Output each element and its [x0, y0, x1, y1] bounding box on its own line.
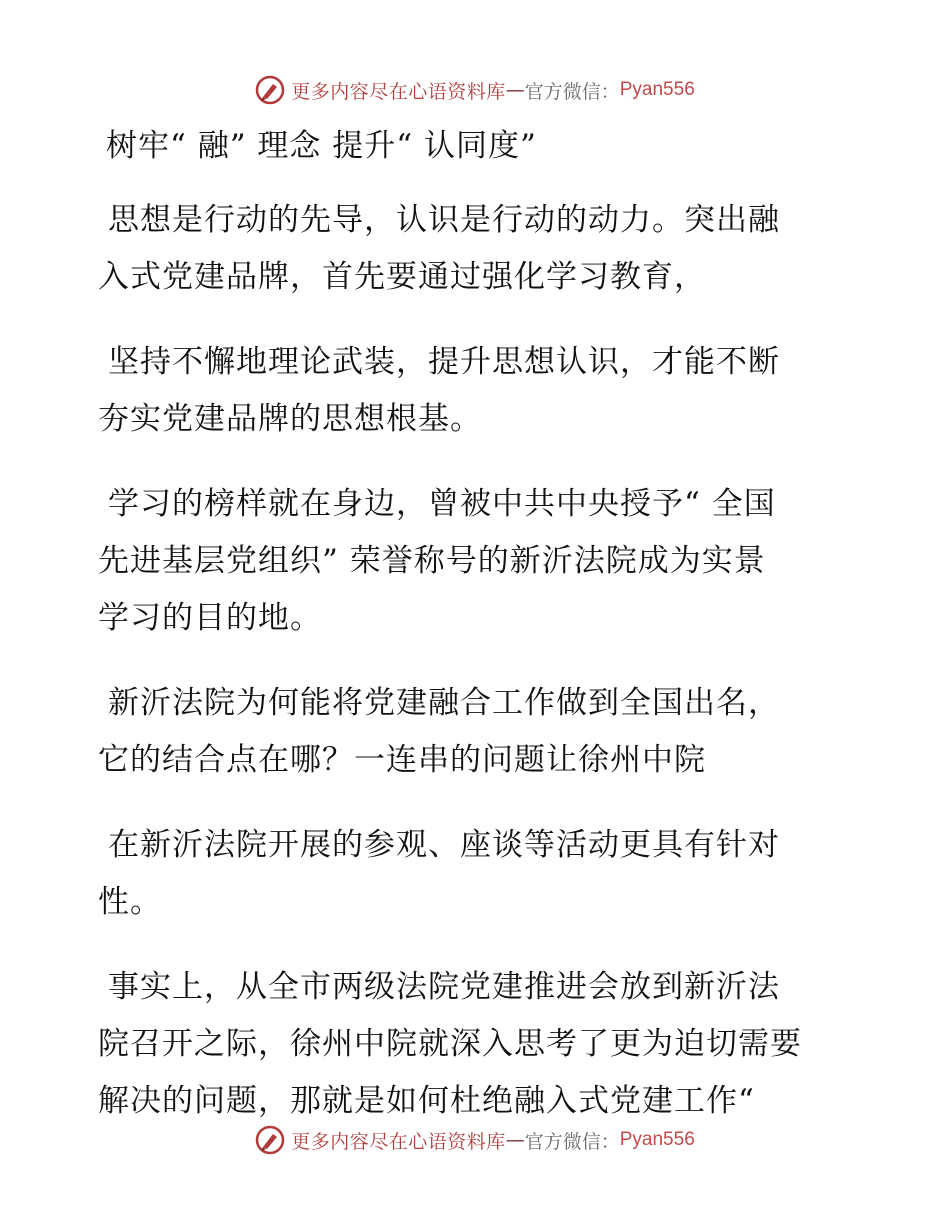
watermark-wechat-id: Pyan556 — [619, 79, 695, 100]
paragraph — [98, 334, 858, 448]
watermark-main-text: 更多内容尽在心语资料库 — [291, 80, 506, 103]
watermark-main-text: 更多内容尽在心语资料库 — [291, 1130, 506, 1153]
text-line: 新沂法院为何能将党建融合工作做到全国出名， — [108, 685, 780, 721]
document-body — [98, 122, 858, 1158]
text-line: 入式党建品牌，首先要通过强化学习教育， — [98, 259, 706, 295]
watermark-separator: — — [505, 1129, 525, 1151]
pen-logo-icon — [255, 75, 285, 105]
paragraph — [98, 817, 858, 931]
watermark-footer — [0, 1120, 950, 1160]
text-line: 先进基层党组织” 荣誉称号的新沂法院成为实景 — [98, 543, 766, 579]
text-line: 在新沂法院开展的参观、座谈等活动更具有针对 — [108, 827, 780, 863]
text-line: 性。 — [98, 884, 162, 920]
text-line: 学习的目的地。 — [98, 600, 322, 636]
paragraph — [98, 675, 858, 789]
watermark-wechat-id: Pyan556 — [619, 1129, 695, 1150]
text-line: 夯实党建品牌的思想根基。 — [98, 401, 482, 437]
watermark-separator: — — [505, 79, 525, 101]
paragraph — [98, 192, 858, 306]
paragraph — [98, 476, 858, 647]
section-heading: 树牢“ 融” 理念 提升“ 认同度” — [106, 128, 537, 164]
text-line: 思想是行动的先导，认识是行动的动力。突出融 — [108, 202, 780, 238]
paragraph — [98, 959, 858, 1130]
text-line: 事实上，从全市两级法院党建推进会放到新沂法 — [108, 969, 780, 1005]
watermark-sub-text: 官方微信： — [524, 80, 620, 103]
text-line: 坚持不懈地理论武装，提升思想认识，才能不断 — [108, 344, 780, 380]
watermark-header — [0, 70, 950, 110]
text-line: 解决的问题，那就是如何杜绝融入式党建工作“ — [98, 1083, 755, 1119]
text-line: 学习的榜样就在身边，曾被中共中央授予“ 全国 — [108, 486, 776, 522]
text-line: 院召开之际，徐州中院就深入思考了更为迫切需要 — [98, 1026, 802, 1062]
text-line: 它的结合点在哪？一连串的问题让徐州中院 — [98, 742, 706, 778]
watermark-sub-text: 官方微信： — [524, 1130, 620, 1153]
pen-logo-icon — [255, 1125, 285, 1155]
